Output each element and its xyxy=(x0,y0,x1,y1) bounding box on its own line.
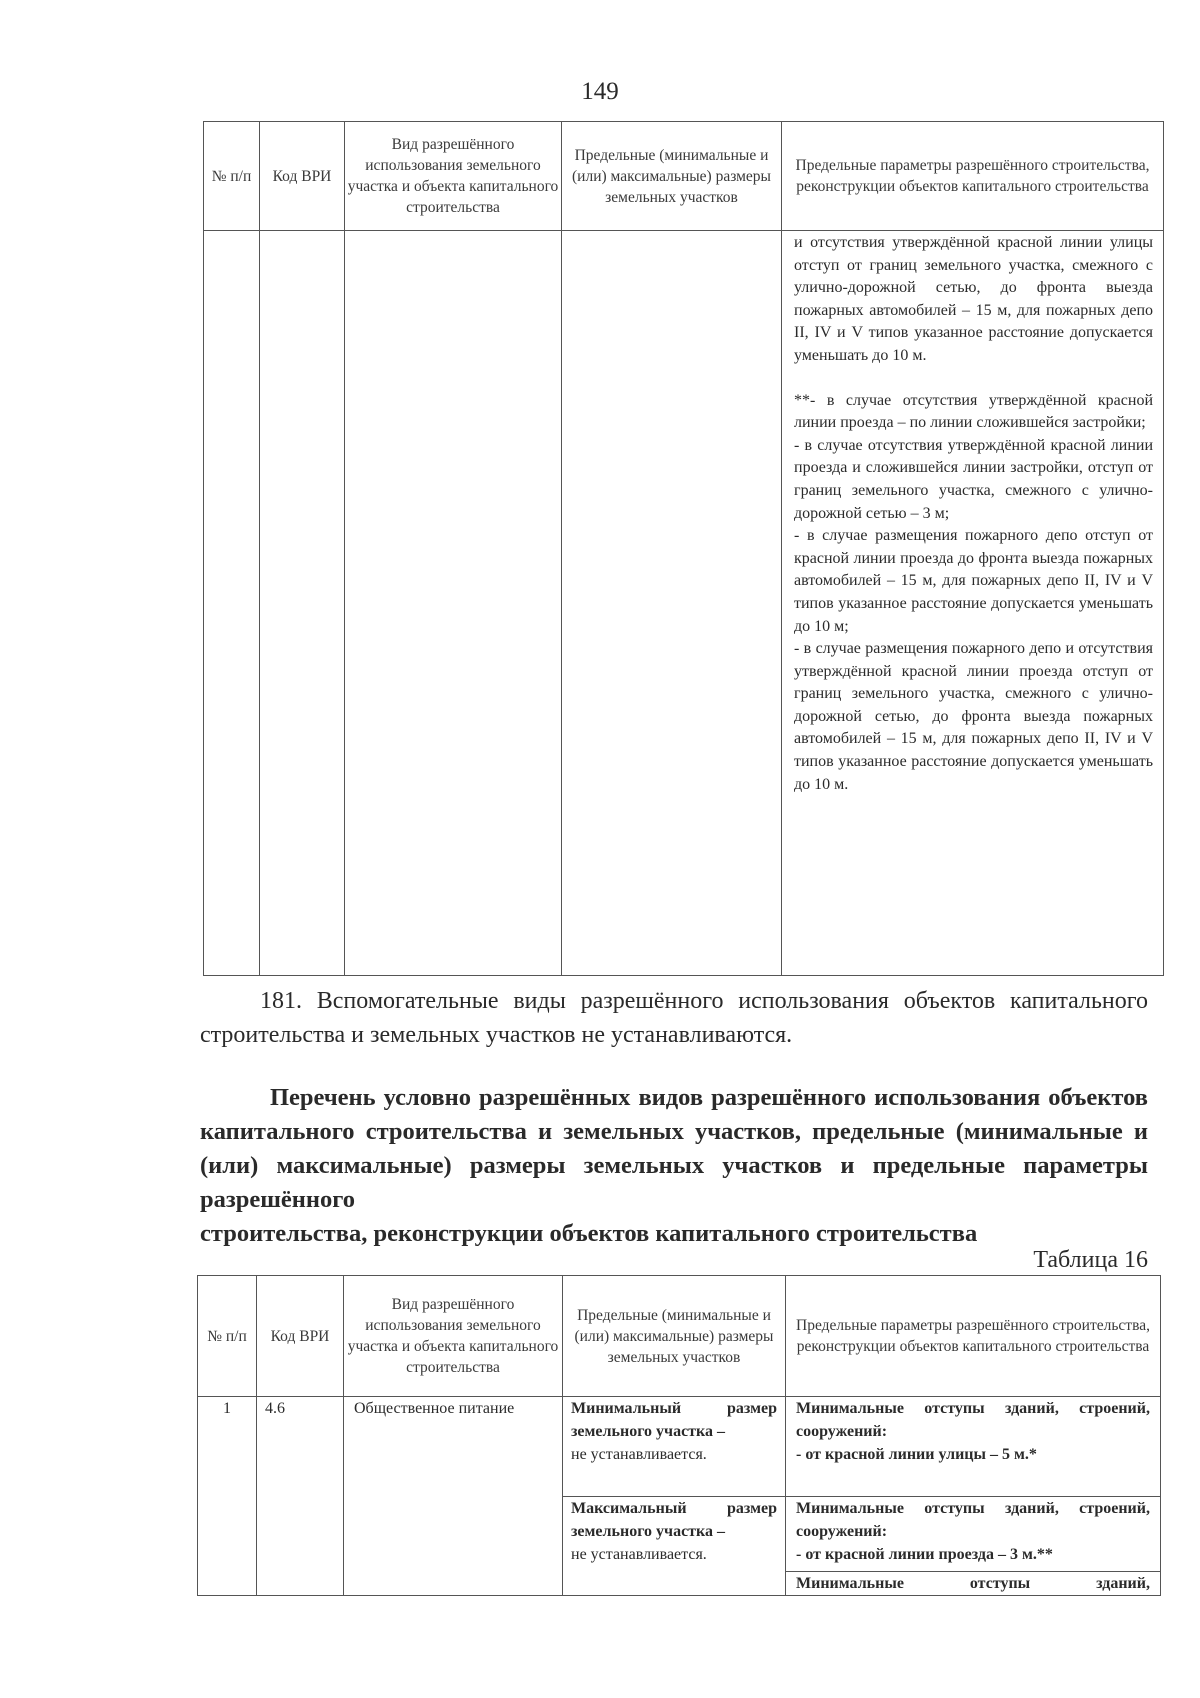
row-min-size xyxy=(563,1397,786,1497)
param-1-value: - от красной линии улицы – 5 м.* xyxy=(796,1446,1037,1463)
cont-text-5: - в случае размещения пожарного депо и отсутствия утверждённой красной линии проезда отступ от границ земельного участка, смежного с улично-дорожной сетью, до фронта выезда пожарных автомобилей – 15 м, для пожарных депо II, IV и V типов указанное расстояние допускается уменьшать до 10 м. xyxy=(794,640,1153,793)
row-number: 1 xyxy=(198,1397,257,1596)
max-size-value: не устанавливается. xyxy=(571,1546,707,1563)
continuation-table xyxy=(203,121,1164,976)
section-heading xyxy=(200,1081,1148,1251)
max-size-label: Максимальный размер земельного участка – xyxy=(571,1500,777,1540)
cont-text-3: - в случае отсутствия утверждённой красной линии проезда и сложившейся линии застройки, отступ от границ земельного участка, смежного с улично-дорожной сетью – 3 м; xyxy=(794,436,1153,522)
paragraph-181: 181. Вспомогательные виды разрешённого использования объектов капитального строительства и земельных участков не устанавливаются. xyxy=(200,988,1148,1048)
t16-header-plot-size: Предельные (минимальные и (или) максимальные) размеры земельных участков xyxy=(563,1276,786,1397)
t16-header-code: Код ВРИ xyxy=(257,1276,344,1397)
header-number: № п/п xyxy=(204,122,260,231)
cont-text-1: и отсутствия утверждённой красной линии улицы отступ от границ земельного участка, смежного с улично-дорожной сетью, до фронта выезда пожарных автомобилей – 15 м, для пожарных депо II, IV и V типов указанное расстояние допускается уменьшать до 10 м. xyxy=(794,234,1153,364)
row-use-type: Общественное питание xyxy=(344,1397,563,1596)
row-param-3 xyxy=(786,1572,1161,1596)
row-param-1 xyxy=(786,1397,1161,1497)
page-number: 149 xyxy=(581,78,619,105)
cont-size-cell xyxy=(562,231,782,976)
t16-header-use-type: Вид разрешённого использования земельного участка и объекта капитального строительства xyxy=(344,1276,563,1397)
param-2-value: - от красной линии проезда – 3 м.** xyxy=(796,1546,1053,1563)
table-16 xyxy=(197,1275,1161,1596)
min-size-label: Минимальный размер земельного участка – xyxy=(571,1400,777,1440)
header-use-type: Вид разрешённого использования земельного участка и объекта капитального строительства xyxy=(345,122,562,231)
row-code: 4.6 xyxy=(257,1397,344,1596)
cont-text-4: - в случае размещения пожарного депо отступ от красной линии проезда до фронта выезда пожарных автомобилей – 15 м, для пожарных депо II, IV и V типов указанное расстояние допускается уменьшать до 10 м; xyxy=(794,527,1153,635)
header-parameters: Предельные параметры разрешённого строительства, реконструкции объектов капитального строительства xyxy=(782,122,1164,231)
cont-number-cell xyxy=(204,231,260,976)
cont-parameters-cell xyxy=(782,231,1164,976)
header-plot-size: Предельные (минимальные и (или) максимальные) размеры земельных участков xyxy=(562,122,782,231)
param-2-title: Минимальные отступы зданий, строений, сооружений: xyxy=(796,1500,1150,1540)
min-size-value: не устанавливается. xyxy=(571,1446,707,1463)
cont-code-cell xyxy=(260,231,345,976)
row-param-2 xyxy=(786,1497,1161,1572)
param-3-title: Минимальные отступы зданий, xyxy=(796,1575,1150,1592)
row-max-size xyxy=(563,1497,786,1596)
t16-header-number: № п/п xyxy=(198,1276,257,1397)
cont-text-2: **- в случае отсутствия утверждённой красной линии проезда – по линии сложившейся застройки; xyxy=(794,391,1153,432)
cont-use-type-cell xyxy=(345,231,562,976)
table-caption: Таблица 16 xyxy=(1033,1247,1148,1273)
section-heading-last: строительства, реконструкции объектов капитального строительства xyxy=(200,1220,978,1247)
header-code: Код ВРИ xyxy=(260,122,345,231)
t16-header-parameters: Предельные параметры разрешённого строительства, реконструкции объектов капитального строительства xyxy=(786,1276,1161,1397)
param-1-title: Минимальные отступы зданий, строений, сооружений: xyxy=(796,1400,1150,1440)
section-heading-main: Перечень условно разрешённых видов разрешённого использования объектов капитального строительства и земельных участков, предельные (минимальные и (или) максимальные) размеры земельных участков и предельные параметры разрешённого xyxy=(200,1084,1148,1213)
